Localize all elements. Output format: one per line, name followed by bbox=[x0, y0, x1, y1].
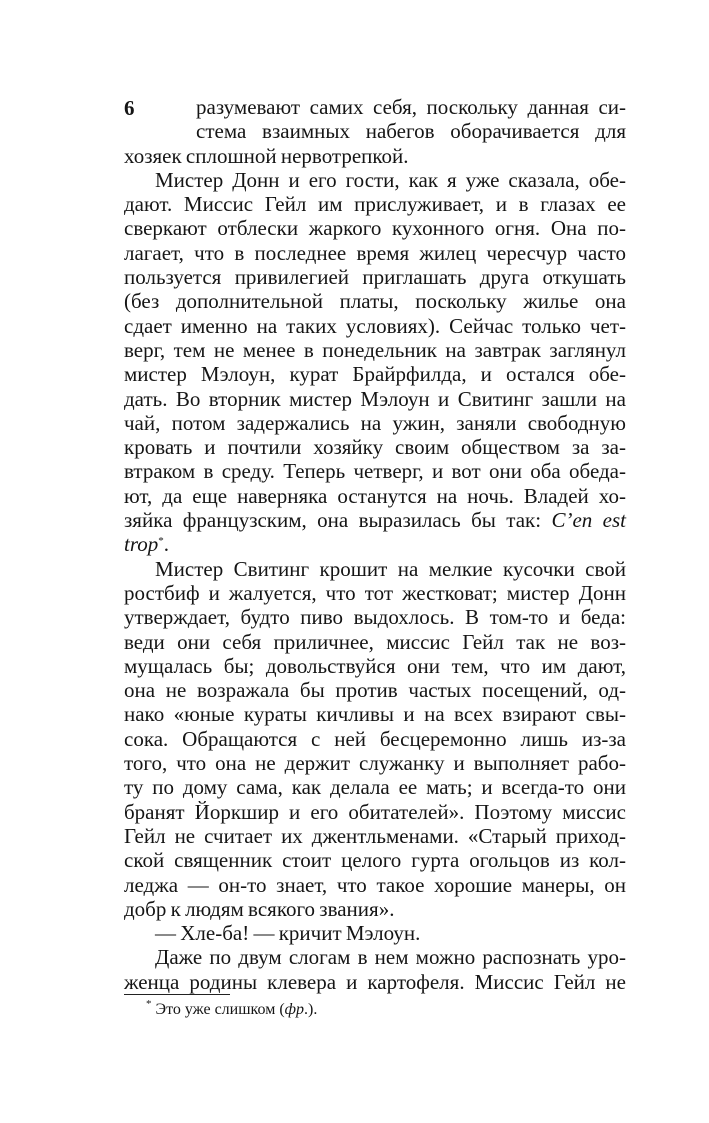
line-text: веди они себя приличнее, миссис Гейл так не воз- bbox=[124, 629, 626, 654]
line-text-end: . bbox=[163, 532, 169, 557]
line-text: стема взаимных набегов оборачивается для bbox=[196, 119, 626, 144]
line-text: зяйка французским, она выразилась бы так: bbox=[124, 508, 542, 533]
text-line bbox=[124, 630, 626, 654]
line-text: женца родины клевера и картофеля. Миссис Гейл не bbox=[124, 969, 626, 994]
text-line bbox=[124, 314, 626, 338]
footnote-divider bbox=[124, 994, 230, 995]
text-line bbox=[124, 119, 626, 143]
text-line bbox=[124, 362, 626, 386]
page-number: 6 bbox=[124, 96, 135, 120]
line-text: леджа — он-то знает, что такое хорошие манеры, он bbox=[124, 872, 626, 897]
text-line bbox=[124, 411, 626, 435]
body-text bbox=[124, 95, 626, 994]
line-text: добр к людям всякого звания». bbox=[124, 896, 395, 921]
text-line bbox=[124, 557, 626, 581]
footnote-marker: * bbox=[146, 998, 152, 1010]
text-line bbox=[124, 508, 626, 532]
line-text: кровать и почтили хозяйку своим обществом за за- bbox=[124, 435, 626, 460]
text-line bbox=[124, 775, 626, 799]
text-line bbox=[124, 873, 626, 897]
line-text: Даже по двум слогам в нем можно распознать уро- bbox=[155, 945, 626, 970]
line-text: ростбиф и жалуется, что тот жестковат; мистер Донн bbox=[124, 580, 626, 605]
text-line bbox=[124, 654, 626, 678]
line-text: дать. Во вторник мистер Мэлоун и Свитинг зашли на bbox=[124, 386, 626, 411]
text-line bbox=[124, 970, 626, 994]
text-line bbox=[124, 921, 626, 945]
line-text: — Хле-ба! — кричит Мэлоун. bbox=[155, 921, 421, 946]
line-text: ют, да еще наверняка останутся на ночь. Владей хо- bbox=[124, 483, 626, 508]
text-line bbox=[124, 751, 626, 775]
footnote-text: Это уже слишком ( bbox=[155, 1001, 285, 1018]
line-text: втраком в среду. Теперь четверг, и вот они оба обеда- bbox=[124, 459, 626, 484]
line-text: она не возражала бы против частых посещений, од- bbox=[124, 678, 626, 703]
text-line bbox=[124, 168, 626, 192]
line-text: пользуется привилегией приглашать друга откушать bbox=[124, 265, 626, 290]
text-line bbox=[124, 702, 626, 726]
text-line bbox=[124, 459, 626, 483]
text-line bbox=[124, 678, 626, 702]
footnote-reference: * bbox=[158, 535, 164, 548]
text-line bbox=[124, 338, 626, 362]
text-line bbox=[124, 192, 626, 216]
text-line bbox=[124, 581, 626, 605]
line-text: утверждает, будто пиво выдохлось. В том-то и беда: bbox=[124, 605, 626, 630]
line-text: лагает, что в последнее время жилец чересчур часто bbox=[124, 240, 626, 265]
footnote-abbreviation: фр bbox=[284, 1001, 305, 1018]
footnote-text-end: .). bbox=[304, 1001, 318, 1018]
text-line bbox=[124, 484, 626, 508]
text-line bbox=[124, 727, 626, 751]
foreign-phrase: trop bbox=[124, 532, 159, 557]
line-text: чай, потом задержались на ужин, заняли свободную bbox=[124, 410, 626, 435]
text-line bbox=[124, 216, 626, 240]
text-line bbox=[124, 289, 626, 313]
footnote bbox=[146, 1000, 317, 1020]
text-line bbox=[124, 144, 626, 168]
line-text: сдает именно на таких условиях). Сейчас только чет- bbox=[124, 313, 626, 338]
line-text: нако «юные кураты кичливы и на всех взирают свы- bbox=[124, 702, 626, 727]
line-text: бранят Йоркшир и его обитателей». Поэтому миссис bbox=[124, 799, 626, 824]
text-line bbox=[124, 435, 626, 459]
text-line bbox=[124, 897, 626, 921]
line-text: хозяек сплошной нервотрепкой. bbox=[124, 143, 409, 168]
text-line bbox=[124, 532, 626, 556]
text-line bbox=[124, 824, 626, 848]
text-line bbox=[124, 848, 626, 872]
line-text: того, что она не держит служанку и выполняет рабо- bbox=[124, 751, 626, 776]
line-text: сверкают отблески жаркого кухонного огня. Она по- bbox=[124, 216, 626, 241]
line-text: Мистер Донн и его гости, как я уже сказала, обе- bbox=[155, 167, 626, 192]
text-line bbox=[124, 800, 626, 824]
text-line bbox=[124, 387, 626, 411]
line-text: сока. Обращаются с ней бесцеремонно лишь из-за bbox=[124, 726, 626, 751]
line-text: ской священник стоит целого гурта огольцов из кол- bbox=[124, 848, 626, 873]
line-text: мистер Мэлоун, курат Брайрфилда, и остался обе- bbox=[124, 362, 626, 387]
text-line bbox=[124, 95, 626, 119]
line-text: ту по дому сама, как делала ее мать; и всегда-то они bbox=[124, 775, 626, 800]
text-line bbox=[124, 265, 626, 289]
line-text: мущалась бы; довольствуйся они тем, что им дают, bbox=[124, 653, 626, 678]
text-line bbox=[124, 945, 626, 969]
line-text: дают. Миссис Гейл им прислуживает, и в глазах ее bbox=[124, 192, 626, 217]
text-line bbox=[124, 605, 626, 629]
line-text: Гейл не считает их джентльменами. «Старый приход- bbox=[124, 823, 626, 848]
line-text: верг, тем не менее в понедельник на завтрак заглянул bbox=[124, 337, 626, 362]
text-line bbox=[124, 241, 626, 265]
line-text: Мистер Свитинг крошит на мелкие кусочки свой bbox=[155, 556, 626, 581]
line-text: разумевают самих себя, поскольку данная си- bbox=[196, 95, 626, 119]
line-text: (без дополнительной платы, поскольку жилье она bbox=[124, 289, 626, 314]
foreign-phrase: C’en est bbox=[551, 508, 627, 533]
